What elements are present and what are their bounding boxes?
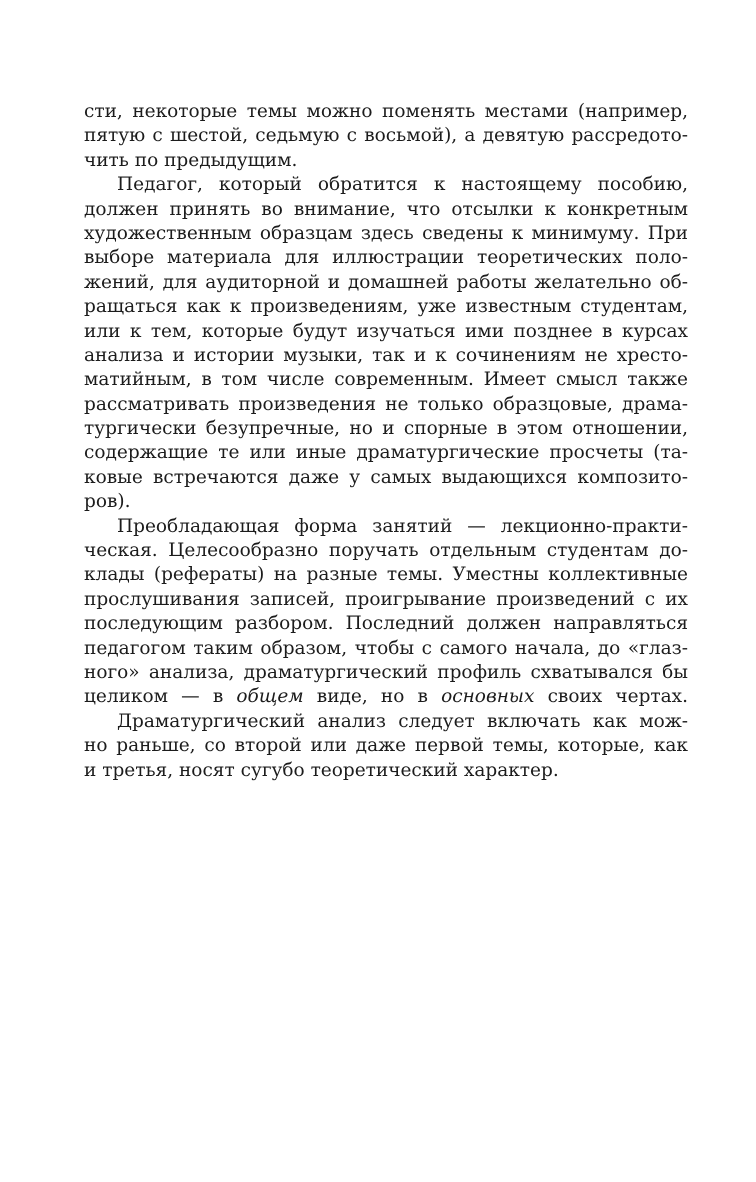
text-line: Преобладающая форма занятий — лекционно-практи- [117, 515, 688, 537]
text-line: ров). [84, 491, 131, 513]
text-line: или к тем, которые будут изучаться ими позднее в курсах [84, 320, 688, 342]
paragraph-3 [84, 515, 688, 710]
text-line: должен принять во внимание, что отсылки к конкретным [84, 198, 688, 220]
text-line: Драматургический анализ следует включать как мож- [117, 710, 688, 732]
text-line: педагогом таким образом, чтобы с самого начала, до «глаз- [84, 637, 688, 659]
text-line: жений, для аудиторной и домашней работы желательно об- [84, 271, 688, 293]
text-line: тургически безупречные, но и спорные в этом отношении, [84, 418, 688, 440]
paragraph-4 [84, 710, 688, 783]
text-line: анализа и истории музыки, так и к сочинениям не хресто- [84, 344, 688, 366]
text-fragment: своих чертах. [534, 686, 688, 708]
text-line: клады (рефераты) на разные темы. Уместны коллективные [84, 564, 688, 586]
text-line: и третья, носят сугубо теоретический характер. [84, 759, 559, 781]
text-line: рассматривать произведения не только образцовые, драма- [84, 393, 688, 415]
text-line: ращаться как к произведениям, уже известным студентам, [84, 296, 688, 318]
text-line: содержащие те или иные драматургические просчеты (та- [84, 442, 688, 464]
text-line: Педагог, который обратится к настоящему пособию, [117, 174, 688, 196]
text-line: чить по предыдущим. [84, 149, 298, 171]
body-text [84, 100, 688, 783]
text-line: прослушивания записей, проигрывание произведений с их [84, 588, 688, 610]
text-line: последующим разбором. Последний должен направляться [84, 613, 688, 635]
text-line-mixed [84, 685, 688, 709]
text-line: ковые встречаются даже у самых выдающихся композито- [84, 466, 688, 488]
text-line: ного» анализа, драматургический профиль схватывался бы [84, 661, 688, 683]
text-line: сти, некоторые темы можно поменять местами (например, [84, 101, 688, 122]
text-line: художественным образцам здесь сведены к минимуму. При [84, 222, 688, 244]
paragraph-2 [84, 173, 688, 514]
text-fragment: виде, но в [303, 686, 442, 708]
text-line: матийным, в том числе современным. Имеет смысл также [84, 369, 688, 391]
text-line: но раньше, со второй или даже первой темы, которые, как [84, 735, 688, 757]
italic-word-main: основных [441, 686, 535, 708]
italic-word-general: общем [236, 686, 304, 708]
text-line: пятую с шестой, седьмую с восьмой), а девятую рассредото- [84, 125, 688, 147]
text-line: ческая. Целесообразно поручать отдельным студентам до- [84, 540, 688, 562]
text-line: выборе материала для иллюстрации теоретических поло- [84, 247, 688, 269]
paragraph-1 [84, 100, 688, 173]
text-fragment: целиком — в [84, 686, 237, 708]
